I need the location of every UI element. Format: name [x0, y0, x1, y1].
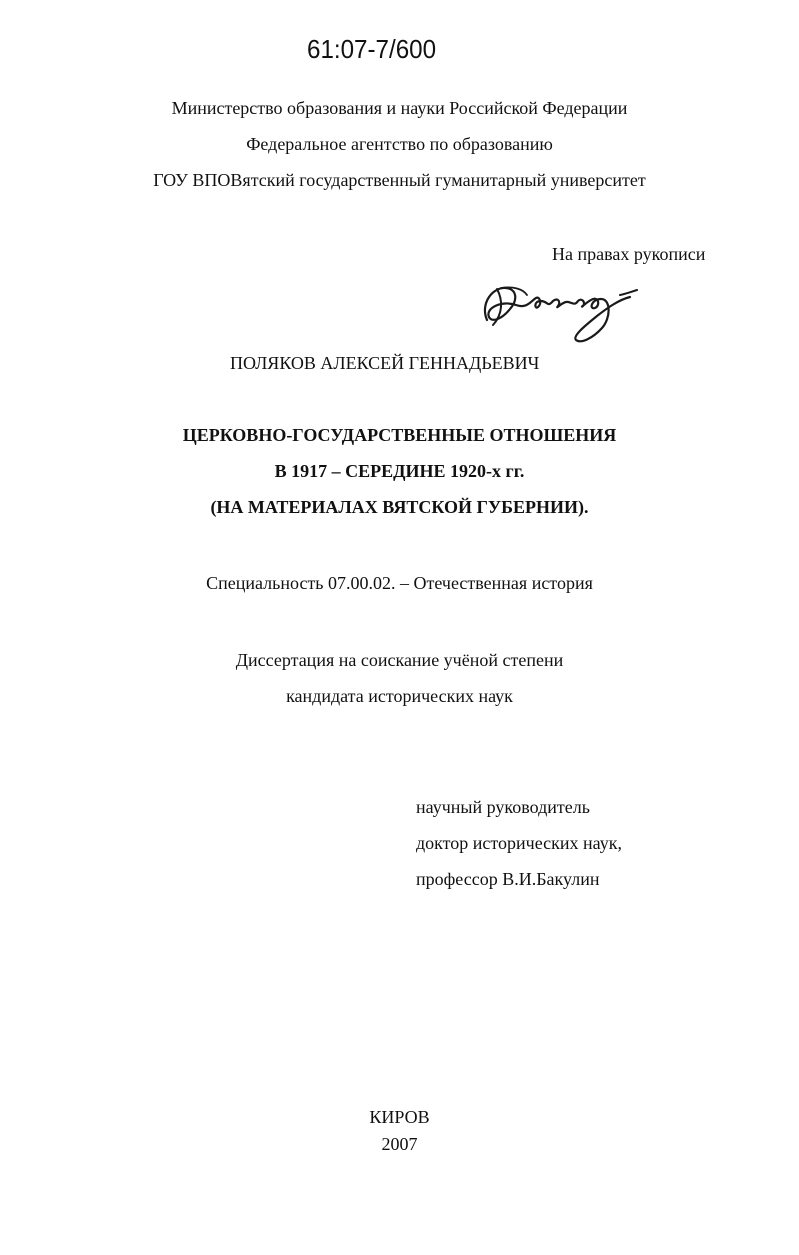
agency-line: Федеральное агентство по образованию: [246, 134, 553, 154]
city: КИРОВ: [369, 1107, 430, 1127]
archive-code: 61:07-7/600: [307, 34, 437, 64]
supervisor-degree: доктор исторических наук,: [416, 833, 622, 853]
author-name: ПОЛЯКОВ АЛЕКСЕЙ ГЕННАДЬЕВИЧ: [230, 353, 540, 373]
dissertation-line-1: Диссертация на соискание учёной степени: [235, 650, 564, 670]
ministry-line: Министерство образования и науки Российской Федерации: [171, 98, 628, 118]
handwritten-signature: [475, 270, 655, 350]
title-line-2: В 1917 – СЕРЕДИНЕ 1920-х гг.: [274, 461, 525, 481]
university-line: ГОУ ВПОВятский государственный гуманитарный университет: [153, 170, 646, 190]
year: 2007: [381, 1134, 418, 1154]
specialty-line: Специальность 07.00.02. – Отечественная история: [206, 573, 593, 593]
title-line-1: ЦЕРКОВНО-ГОСУДАРСТВЕННЫЕ ОТНОШЕНИЯ: [182, 425, 617, 445]
manuscript-note: На правах рукописи: [552, 244, 706, 264]
dissertation-line-2: кандидата исторических наук: [286, 686, 513, 706]
supervisor-name: профессор В.И.Бакулин: [416, 869, 600, 889]
title-line-3: (НА МАТЕРИАЛАХ ВЯТСКОЙ ГУБЕРНИИ).: [210, 497, 589, 517]
supervisor-role: научный руководитель: [416, 797, 590, 817]
